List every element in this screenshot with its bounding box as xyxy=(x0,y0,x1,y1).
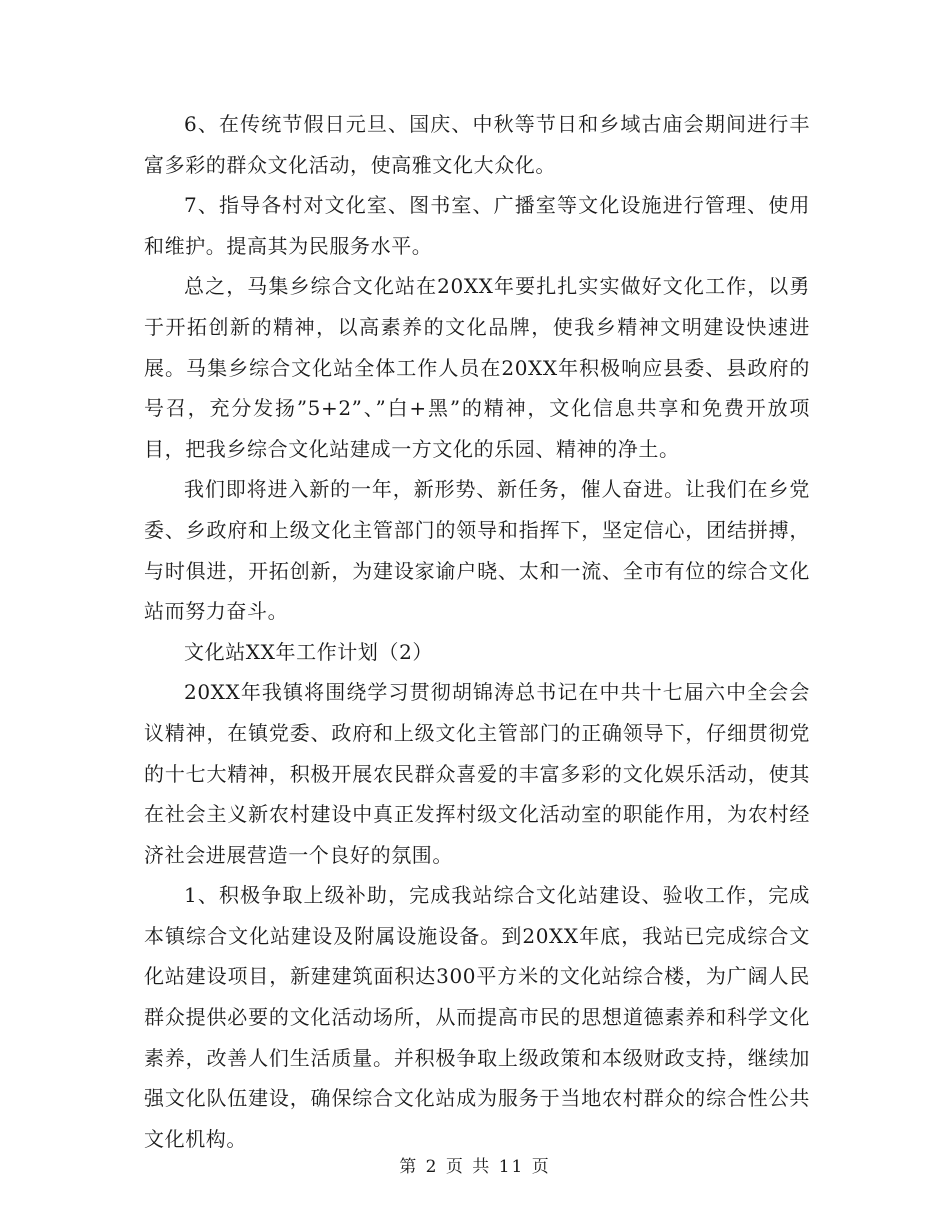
paragraph-item-6: 6、在传统节假日元旦、国庆、中秋等节日和乡域古庙会期间进行丰富多彩的群众文化活动，使高雅文化大众化。 xyxy=(144,112,810,177)
page-number-label: 第 2 页 共 11 页 xyxy=(399,1157,551,1177)
paragraph-item-1: 1、积极争取上级补助，完成我站综合文化站建设、验收工作，完成本镇综合文化站建设及附属设施设备。到20XX年底，我站已完成综合文化站建设项目，新建建筑面积达300平方米的文化站综合楼，为广阔人民群众提供必要的文化活动场所，从而提高市民的思想道德素养和科学文化素养，改善人们生活质量。并积极争取上级政策和本级财政支持，继续加强文化队伍建设，确保综合文化站成为服务于当地农村群众的综合性公共文化机构。 xyxy=(144,883,810,1151)
page-footer xyxy=(0,1152,950,1177)
paragraph-item-7: 7、指导各村对文化室、图书室、广播室等文化设施进行管理、使用和维护。提高其为民服务水平。 xyxy=(144,193,810,258)
paragraph-intro: 20XX年我镇将围绕学习贯彻胡锦涛总书记在中共十七届六中全会会议精神，在镇党委、政府和上级文化主管部门的正确领导下，仔细贯彻党的十七大精神，积极开展农民群众喜爱的丰富多彩的文化娱乐活动，使其在社会主义新农村建设中真正发挥村级文化活动室的职能作用，为农村经济社会进展营造一个良好的氛围。 xyxy=(144,680,810,867)
paragraph-summary: 总之，马集乡综合文化站在20XX年要扎扎实实做好文化工作，以勇于开拓创新的精神，以高素养的文化品牌，使我乡精神文明建设快速进展。马集乡综合文化站全体工作人员在20XX年积极响应县委、县政府的号召，充分发扬”5+2”、”白+黑”的精神，文化信息共享和免费开放项目，把我乡综合文化站建成一方文化的乐园、精神的净土。 xyxy=(144,274,810,461)
section-heading: 文化站XX年工作计划（2） xyxy=(184,639,434,664)
document-body xyxy=(144,104,810,1159)
paragraph-outlook: 我们即将进入新的一年，新形势、新任务，催人奋进。让我们在乡党委、乡政府和上级文化主管部门的领导和指挥下，坚定信心，团结拼搏，与时俱进，开拓创新，为建设家谕户晓、太和一流、全市有位的综合文化站而努力奋斗。 xyxy=(144,477,810,624)
